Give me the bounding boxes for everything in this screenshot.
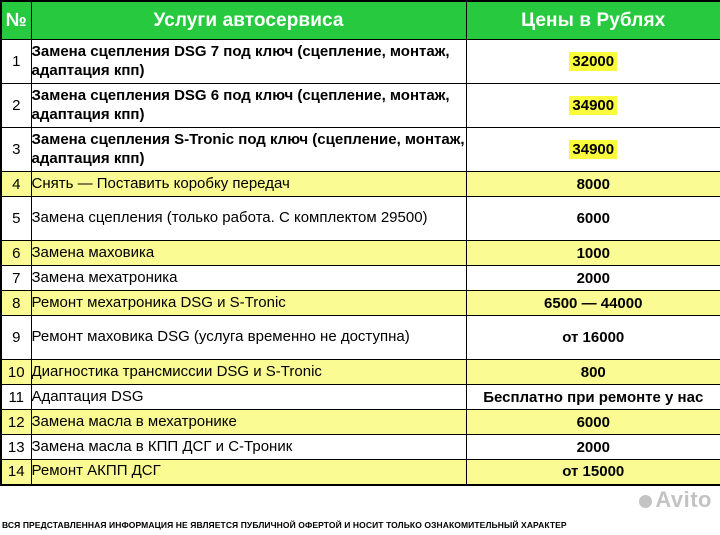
row-number: 11 <box>1 385 31 410</box>
table-row <box>1 84 720 128</box>
table-row <box>1 410 720 435</box>
row-number: 12 <box>1 410 31 435</box>
table-row <box>1 385 720 410</box>
row-service: Замена сцепления DSG 7 под ключ (сцепление, монтаж, адаптация кпп) <box>31 40 466 84</box>
row-price: 6000 <box>466 197 720 241</box>
table-row <box>1 435 720 460</box>
row-price: 800 <box>466 360 720 385</box>
row-price: 6000 <box>466 410 720 435</box>
table-row <box>1 291 720 316</box>
row-service: Замена мехатроника <box>31 266 466 291</box>
row-number: 8 <box>1 291 31 316</box>
row-price: от 15000 <box>466 460 720 485</box>
row-service: Замена сцепления (только работа. С комплектом 29500) <box>31 197 466 241</box>
price-highlight: 32000 <box>569 52 617 71</box>
disclaimer-note: ВСЯ ПРЕДСТАВЛЕННАЯ ИНФОРМАЦИЯ НЕ ЯВЛЯЕТСЯ ПУБЛИЧНОЙ ОФЕРТОЙ И НОСИТ ТОЛЬКО ОЗНАКОМИТЕЛЬНЫЙ ХАРАКТЕР <box>2 520 567 530</box>
row-number: 14 <box>1 460 31 485</box>
row-service: Замена масла в КПП ДСГ и С-Троник <box>31 435 466 460</box>
table-header <box>1 1 720 40</box>
row-service: Замена маховика <box>31 241 466 266</box>
row-number: 13 <box>1 435 31 460</box>
row-price <box>466 84 720 128</box>
row-number: 4 <box>1 172 31 197</box>
avito-dot-icon <box>639 495 652 508</box>
row-service: Снять — Поставить коробку передач <box>31 172 466 197</box>
table-row <box>1 128 720 172</box>
avito-watermark-text: Avito <box>655 487 712 512</box>
row-number: 9 <box>1 316 31 360</box>
table-body <box>1 40 720 485</box>
row-number: 10 <box>1 360 31 385</box>
row-price <box>466 128 720 172</box>
row-price: 2000 <box>466 266 720 291</box>
row-price: от 16000 <box>466 316 720 360</box>
row-price: 6500 — 44000 <box>466 291 720 316</box>
column-header-service: Услуги автосервиса <box>31 1 466 40</box>
row-service: Ремонт АКПП ДСГ <box>31 460 466 485</box>
table-row <box>1 40 720 84</box>
row-service: Замена сцепления DSG 6 под ключ (сцепление, монтаж, адаптация кпп) <box>31 84 466 128</box>
avito-watermark <box>639 487 712 513</box>
row-number: 7 <box>1 266 31 291</box>
column-header-price: Цены в Рублях <box>466 1 720 40</box>
table-row <box>1 241 720 266</box>
row-price: 2000 <box>466 435 720 460</box>
row-price: 8000 <box>466 172 720 197</box>
row-service: Замена масла в мехатронике <box>31 410 466 435</box>
row-price: 1000 <box>466 241 720 266</box>
table-row <box>1 460 720 485</box>
table-row <box>1 316 720 360</box>
row-price: Бесплатно при ремонте у нас <box>466 385 720 410</box>
table-header-row <box>1 1 720 40</box>
row-number: 2 <box>1 84 31 128</box>
row-service: Диагностика трансмиссии DSG и S-Tronic <box>31 360 466 385</box>
row-number: 6 <box>1 241 31 266</box>
row-service: Ремонт маховика DSG (услуга временно не доступна) <box>31 316 466 360</box>
price-highlight: 34900 <box>569 140 617 159</box>
row-price <box>466 40 720 84</box>
table-row <box>1 172 720 197</box>
column-header-number: № <box>1 1 31 40</box>
row-number: 1 <box>1 40 31 84</box>
table-row <box>1 266 720 291</box>
table-row <box>1 197 720 241</box>
row-number: 3 <box>1 128 31 172</box>
price-highlight: 34900 <box>569 96 617 115</box>
row-service: Адаптация DSG <box>31 385 466 410</box>
table-row <box>1 360 720 385</box>
row-number: 5 <box>1 197 31 241</box>
row-service: Ремонт мехатроника DSG и S-Tronic <box>31 291 466 316</box>
row-service: Замена сцепления S-Tronic под ключ (сцепление, монтаж, адаптация кпп) <box>31 128 466 172</box>
